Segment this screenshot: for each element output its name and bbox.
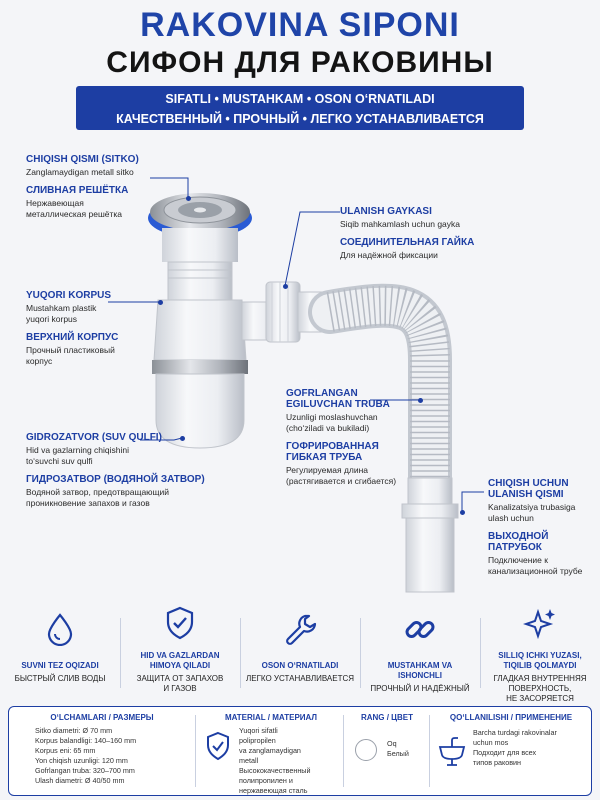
feature-desc: ПРОЧНЫЙ И НАДЁЖНЫЙ: [370, 684, 470, 693]
body-desc-uz-line: yuqori korpus: [26, 314, 78, 324]
grate-title-ru: СЛИВНАЯ РЕШЁТКА: [26, 185, 129, 196]
hose-desc-uz-line: Uzunligi moslashuvchan: [286, 412, 378, 422]
feature-divider: [240, 618, 241, 688]
feature-desc: ЛЕГКО УСТАНАВЛИВАЕТСЯ: [245, 674, 355, 683]
trap-desc-ru-line: проникновение запахов и газов: [26, 498, 150, 508]
feature-desc: БЫСТРЫЙ СЛИВ ВОДЫ: [14, 674, 106, 683]
sink-icon: [437, 735, 467, 767]
outlet-desc-ru-line: Подключение к: [488, 555, 548, 565]
usage-line: типов раковин: [473, 758, 522, 767]
dimension-line: Gofrlangan truba: 320–700 mm: [35, 766, 135, 775]
color-swatch-white: [355, 739, 377, 761]
hose-title-uz-line: EGILUVCHAN TRUBA: [286, 399, 390, 410]
usage-line: Подходит для всех: [473, 748, 537, 757]
usage-line: Barcha turdagi rakovinalar: [473, 728, 557, 737]
material-title: MATERIAL / МАТЕРИАЛ: [224, 713, 318, 722]
feature-title: SUVNI TEZ OQIZADI: [21, 661, 99, 670]
wrench-icon: [283, 612, 317, 646]
outlet-pointer-dot: [460, 510, 465, 515]
outlet-title-uz-line: CHIQISH UCHUN: [488, 478, 569, 489]
trap-title-uz: GIDROZATVOR (SUV QULFI): [26, 432, 162, 443]
body-title-uz: YUQORI KORPUS: [26, 290, 112, 301]
material-line: polipropilen: [239, 736, 276, 745]
grate-desc-ru-line: металлическая решётка: [26, 209, 123, 219]
water-drop-icon: [43, 612, 77, 646]
outlet-desc-ru-line: канализационной трубе: [488, 566, 583, 576]
specs-panel: [8, 706, 592, 796]
hose-desc-ru-line: Регулируемая длина: [286, 465, 369, 475]
feature-desc-line: И ГАЗОВ: [163, 684, 197, 693]
grate-desc-ru-line: Нержавеющая: [26, 198, 84, 208]
callout-outlet: [488, 478, 594, 577]
dimension-line: Korpus eni: 65 mm: [35, 746, 96, 755]
feature-smooth-surface: [485, 606, 595, 704]
dimension-line: Sitko diametri: Ø 70 mm: [35, 726, 113, 735]
dimension-line: Ulash diametri: Ø 40/50 mm: [35, 776, 125, 785]
shield-check-icon: [205, 731, 231, 761]
sparkle-icon: [523, 606, 557, 640]
body-desc-ru-line: корпус: [26, 356, 53, 366]
outlet-desc-uz-line: Kanalizatsiya trubasiga: [488, 502, 576, 512]
callout-grate: [26, 154, 176, 220]
nut-desc-ru: Для надёжной фиксации: [340, 250, 438, 260]
dimensions-title: O‘LCHAMLARI / РАЗМЕРЫ: [50, 713, 154, 722]
nut-desc-uz: Siqib mahkamlash uchun gayka: [340, 219, 461, 229]
callout-nut: [340, 206, 520, 261]
title-ru: СИФОН ДЛЯ РАКОВИНЫ: [106, 46, 494, 79]
hose-title-ru-line: ГИБКАЯ ТРУБА: [286, 452, 363, 463]
feature-title-line: SILLIQ ICHKI YUZASI,: [498, 651, 582, 660]
body-title-ru: ВЕРХНИЙ КОРПУС: [26, 332, 119, 343]
grate-desc-uz: Zanglamaydigan metall sitko: [26, 167, 134, 177]
feature-easy-install: [245, 612, 355, 684]
grate-title-uz: CHIQISH QISMI (SITKO): [26, 154, 139, 165]
trap-title-ru: ГИДРОЗАТВОР (ВОДЯНОЙ ЗАТВОР): [26, 474, 205, 485]
outlet-pipe: [406, 518, 454, 592]
color-line: Oq: [387, 739, 397, 748]
material-line: metall: [239, 756, 259, 765]
feature-desc-line: НЕ ЗАСОРЯЕТСЯ: [506, 694, 574, 703]
dimension-line: Korpus balandligi: 140–160 mm: [35, 736, 137, 745]
hose-desc-uz-line: (cho‘ziladi va bukiladi): [286, 423, 370, 433]
material-line: нержавеющая сталь: [239, 786, 308, 795]
grate-neck: [162, 228, 238, 262]
banner-uz: SIFATLI • MUSTAHKAM • OSON O‘RNATILADI: [165, 92, 435, 106]
specs-divider: [429, 715, 430, 787]
feature-title-line: HIMOYA QILADI: [149, 661, 211, 670]
dimension-line: Yon chiqish uzunligi: 120 mm: [35, 756, 128, 765]
title-uz: RAKOVINA SIPONI: [140, 6, 460, 44]
specs-dimensions: [17, 713, 187, 786]
nut-title-ru: СОЕДИНИТЕЛЬНАЯ ГАЙКА: [340, 237, 475, 248]
color-line: Белый: [387, 749, 409, 758]
grate-pointer-dot: [186, 196, 191, 201]
outlet-desc-uz-line: ulash uchun: [488, 513, 534, 523]
body-desc-ru-line: Прочный пластиковый: [26, 345, 115, 355]
union-nut: [266, 282, 300, 342]
shield-check-icon: [163, 606, 197, 640]
outlet-title-ru: ВЫХОДНОЙ ПАТРУБОК: [488, 531, 549, 553]
trap-desc-uz-line: to‘suvchi suv qulfi: [26, 456, 93, 466]
upper-coupling: [168, 262, 232, 302]
feature-divider: [120, 618, 121, 688]
callout-trap: [26, 432, 216, 509]
hose-title-ru-line: ГОФРИРОВАННАЯ: [286, 441, 379, 452]
feature-divider: [360, 618, 361, 688]
nut-title-uz: ULANISH GAYKASI: [340, 206, 432, 217]
feature-title-line: HID VA GAZLARDAN: [140, 651, 220, 660]
specs-divider: [195, 715, 196, 787]
outlet-title-uz-line: ULANISH QISMI: [488, 489, 564, 500]
usage-line: uchun mos: [473, 738, 509, 747]
feature-odor-protection: [125, 606, 235, 694]
nut-pointer-dot: [283, 284, 288, 289]
banner-ru: КАЧЕСТВЕННЫЙ • ПРОЧНЫЙ • ЛЕГКО УСТАНАВЛИВАЕТСЯ: [116, 112, 484, 126]
trap-desc-ru-line: Водяной затвор, предотвращающий: [26, 487, 170, 497]
hose-title-uz-line: GOFRLANGAN: [286, 388, 358, 399]
material-line: Yuqori sifatli: [239, 726, 278, 735]
material-line: va zanglamaydigan: [239, 746, 301, 755]
feature-desc-line: ЗАЩИТА ОТ ЗАПАХОВ: [136, 674, 224, 683]
specs-usage: [433, 713, 589, 768]
specs-color: [347, 713, 427, 758]
usage-title: QO‘LLANILISHI / ПРИМЕНЕНИЕ: [449, 713, 573, 722]
upper-body: [154, 300, 246, 360]
specs-material: [201, 713, 341, 796]
feature-desc-line: ГЛАДКАЯ ВНУТРЕННЯЯ: [493, 674, 587, 683]
body-desc-uz-line: Mustahkam plastik: [26, 303, 97, 313]
feature-title: MUSTAHKAM VA ISHONCHLI: [387, 661, 453, 680]
callout-hose: [286, 388, 416, 487]
feature-title-line: TIQILIB QOLMAYDI: [503, 661, 577, 670]
specs-divider: [343, 715, 344, 787]
color-title: RANG / ЦВЕТ: [360, 713, 414, 722]
material-line: Высококачественный: [239, 766, 311, 775]
material-line: полипропилен и: [239, 776, 293, 785]
hose-desc-ru-line: (растягивается и сгибается): [286, 476, 397, 486]
feature-durable: [365, 612, 475, 694]
chain-link-icon: [403, 612, 437, 646]
callout-body: [26, 290, 166, 367]
feature-fast-drain: [5, 612, 115, 684]
trap-desc-uz-line: Hid va gazlarning chiqishini: [26, 445, 130, 455]
feature-desc-line: ПОВЕРХНОСТЬ,: [508, 684, 572, 693]
feature-divider: [480, 618, 481, 688]
feature-title: OSON O‘RNATILADI: [261, 661, 339, 670]
hose-pointer-dot: [418, 398, 423, 403]
body-metal-band: [152, 360, 248, 374]
